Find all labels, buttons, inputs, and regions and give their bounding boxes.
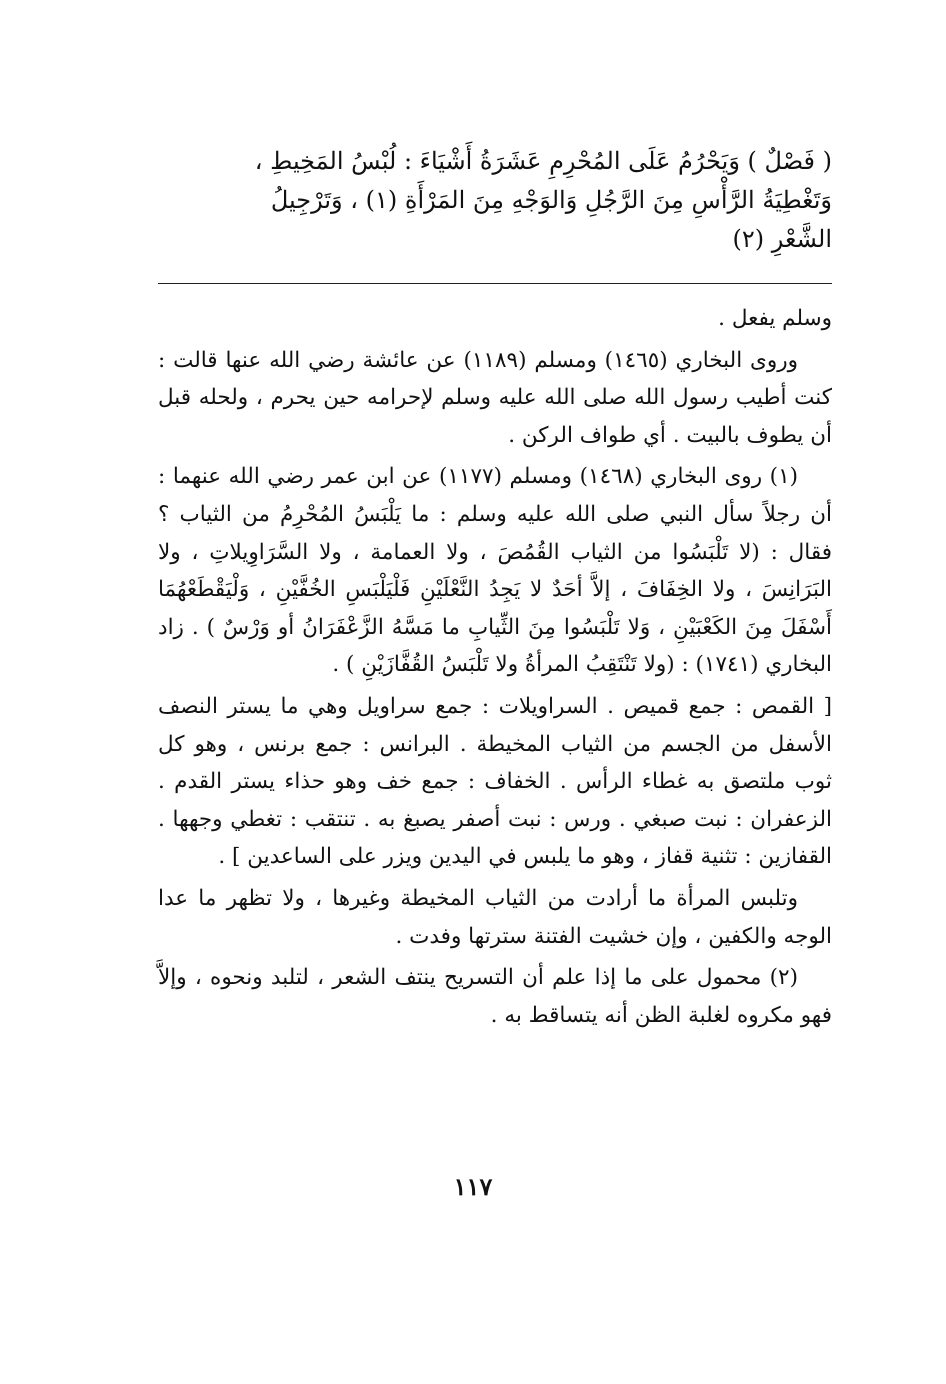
footnote-glossary: [ القمص : جمع قميص . السراويلات : جمع سراويل وهي ما يستر النصف الأسفل من الجسم من الثياب المخيطة . البرانس : جمع برنس ، وهو كل ثوب ملتصق به غطاء الرأس . الخفاف : جمع خف وهو حذاء يستر القدم . الزعفران : نبت صبغي . ورس : نبت أصفر يصبغ به . تنتقب : تغطي وجهها . القفازين : تثنية قفاز ، وهو ما يلبس في اليدين ويزر على الساعدين ] . bbox=[158, 693, 832, 870]
main-text bbox=[158, 142, 832, 259]
footnotes bbox=[158, 300, 832, 1038]
footnote-1: (١) روى البخاري (١٤٦٨) ومسلم (١١٧٧) عن ابن عمر رضي الله عنهما : أن رجلاً سأل النبي صلى الله عليه وسلم : ما يَلْبَسُ المُحْرِمُ من الثياب ؟ فقال : (لا تَلْبَسُوا من الثياب القُمُصَ ، ولا العمامة ، ولا السَّرَاوِيلاتِ ، ولا البَرَانِسَ ، ولا الخِفَافَ ، إلاَّ أحَدٌ لا يَجِدُ النَّعْلَيْنِ فَلْيَلْبَسِ الخُفَّيْنِ ، وَلْيَقْطَعْهُمَا أَسْفَلَ مِنَ الكَعْبَيْنِ ، وَلا تَلْبَسُوا مِنَ الثِّيابِ ما مَسَّهُ الزَّعْفَرَانُ أو وَرْسٌ ) . زاد البخاري (١٧٤١) : (ولا تَنْتَقِبُ المرأةُ ولا تَلْبَسُ القُفَّازَيْنِ ) . bbox=[158, 464, 832, 678]
footnote-divider bbox=[158, 283, 832, 284]
footnote-2: (٢) محمول على ما إذا علم أن التسريح ينتف الشعر ، لتلبد ونحوه ، وإلاَّ فهو مكروه لغلبة الظن أنه يتساقط به . bbox=[158, 965, 832, 1028]
footnote-paragraph: وروى البخاري (١٤٦٥) ومسلم (١١٨٩) عن عائشة رضي الله عنها قالت : كنت أطيب رسول الله صلى الله عليه وسلم لإحرامه حين يحرم ، ولحله قبل أن يطوف بالبيت . أي طواف الركن . bbox=[158, 347, 832, 448]
page-number: ١١٧ bbox=[453, 1172, 493, 1201]
main-text-line: وَتَغْطِيَةُ الرَّأْسِ مِنَ الرَّجُلِ وَالوَجْهِ مِنَ المَرْأَةِ (١) ، وَتَرْجِيلُ bbox=[270, 186, 832, 214]
main-text-line: ( فَصْلٌ ) وَيَحْرُمُ عَلَى المُحْرِمِ عَشَرَةُ أَشْيَاءَ : لُبْسُ المَخِيطِ ، bbox=[254, 147, 832, 175]
main-text-line: الشَّعْرِ (٢) bbox=[732, 225, 832, 253]
footnote-continuation: وسلم يفعل . bbox=[718, 306, 832, 331]
footnote-paragraph: وتلبس المرأة ما أرادت من الثياب المخيطة وغيرها ، ولا تظهر ما عدا الوجه والكفين ، وإن خشيت الفتنة سترتها وفدت . bbox=[158, 885, 832, 949]
